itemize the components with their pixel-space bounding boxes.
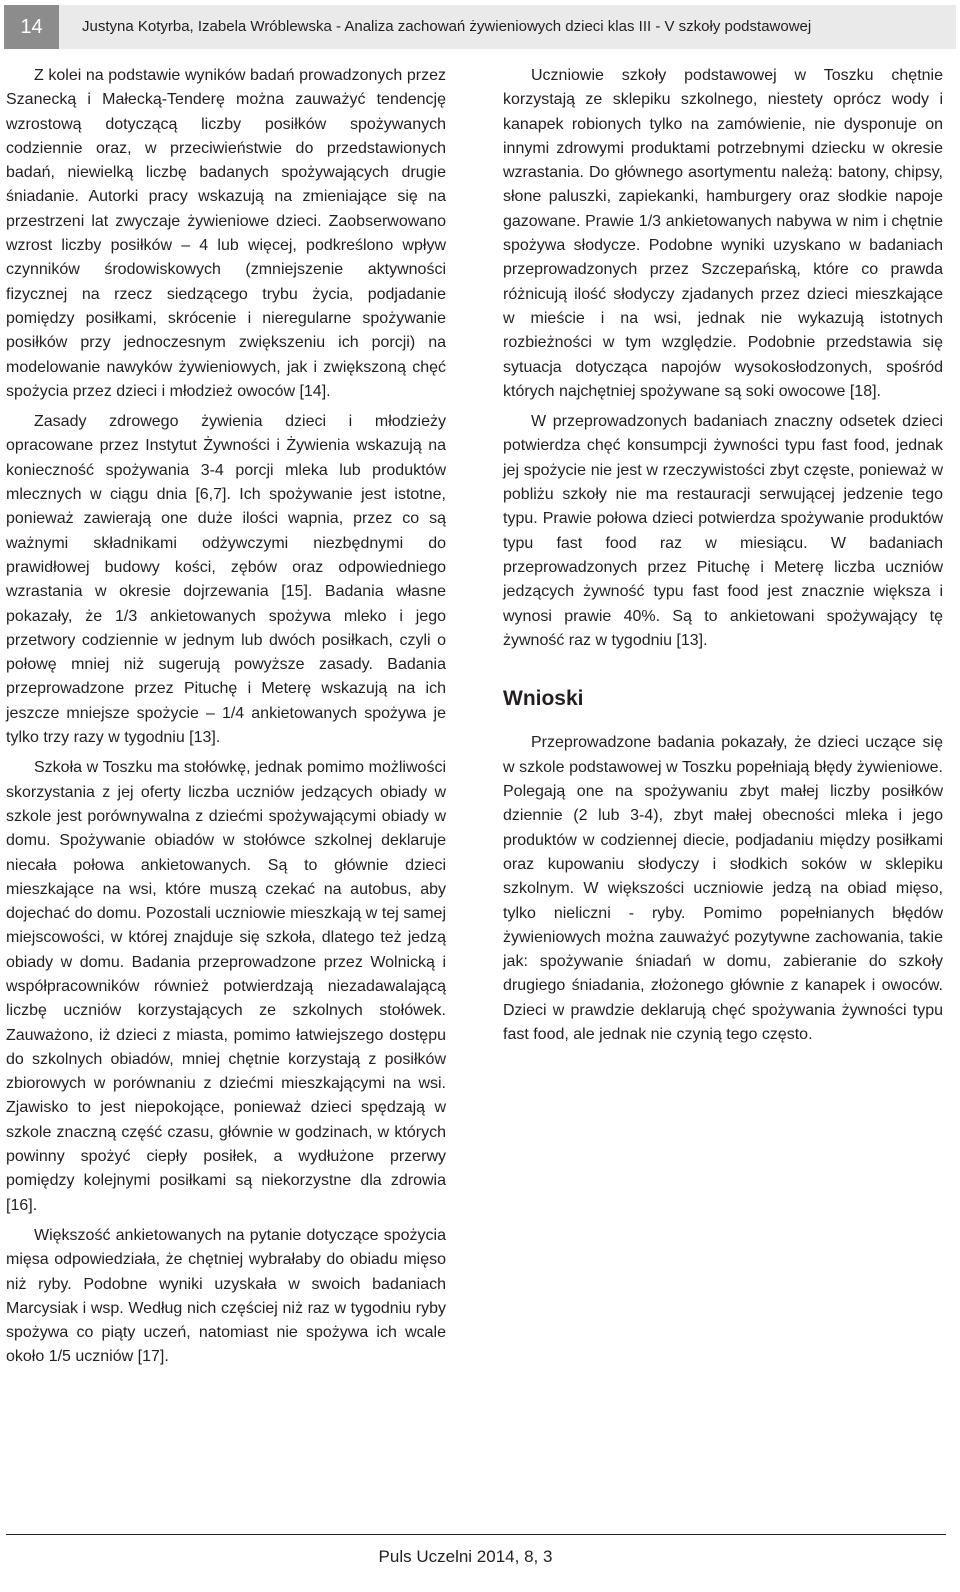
body-paragraph: Szkoła w Toszku ma stołówkę, jednak pomimo możliwości skorzystania z jej oferty liczba uczniów jedzących obiady w szkole jest porównywalna z dziećmi spożywającymi obiady w domu. Spożywanie obiadów w stołówce szkolnej deklaruje niecała połowa ankietowanych. Są to głównie dzieci mieszkające na wsi, które muszą czekać na autobus, aby dojechać do domu. Pozostali uczniowie mieszkają w tej samej miejscowości, w której znajduje się szkoła, dlatego też jedzą obiady w domu. Badania przeprowadzone przez Wolnicką i współpracowników również potwierdzają niezadawalającą liczbę uczniów korzystających ze szkolnych stołówek. Zauważono, iż dzieci z miasta, pomimo łatwiejszego dostępu do szkolnych obiadów, mniej chętnie korzystają z posiłków zbiorowych w porównaniu z dziećmi mieszkającymi na wsi. Zjawisko to jest niepokojące, ponieważ dzieci spędzają w szkole znaczną część czasu, głównie w godzinach, w których powinny spożyć ciepły posiłek, a wydłużone przerwy pomiędzy kolejnymi posiłkami są niekorzystne dla zdrowia [16]. bbox=[6, 759, 446, 1214]
body-paragraph: Uczniowie szkoły podstawowej w Toszku chętnie korzystają ze sklepiku szkolnego, niestety oprócz wody i kanapek robionych tylko na zamówienie, nie dysponuje on innymi zdrowymi produktami potrzebnymi dziecku w okresie wzrastania. Do głównego asortymentu należą: batony, chipsy, słone paluszki, zapiekanki, hamburgery oraz słodkie napoje gazowane. Prawie 1/3 ankietowanych nabywa w nim i chętnie spożywa słodycze. Podobne wyniki uzyskano w badaniach przeprowadzonych przez Szczepańską, które co prawda różnicują ilość słodyczy zjadanych przez dzieci mieszkające w mieście i na wsi, jednak nie wykazują istotnych rozbieżności w tym względzie. Podobnie przedstawia się sytuacja dotycząca napojów wysokosłodzonych, spośród których najchętniej spożywane są soki owocowe [18]. bbox=[503, 67, 943, 400]
page-number: 14 bbox=[4, 5, 59, 49]
running-header bbox=[4, 5, 956, 49]
body-paragraph: Większość ankietowanych na pytanie dotyczące spożycia mięsa odpowiedziała, że chętniej wybrałaby do obiadu mięso niż ryby. Podobne wyniki uzyskała w swoich badaniach Marcysiak i wsp. Według nich częściej niż raz w tygodniu ryby spożywa co piąty uczeń, natomiast nie spożywa ich wcale około 1/5 uczniów [17]. bbox=[6, 1226, 446, 1366]
footer-divider bbox=[6, 1534, 946, 1535]
left-column bbox=[6, 64, 446, 1376]
conclusions-paragraph: Przeprowadzone badania pokazały, że dzieci uczące się w szkole podstawowej w Toszku popełniają błędy żywieniowe. Polegają one na spożywaniu zbyt małej liczby posiłków dziennie (2 lub 3-4), zbyt małej obecności mleka i jego produktów w codziennej diecie, podjadaniu między posiłkami oraz kupowaniu słodyczy i słodkich soków w sklepiku szkolnym. W większości uczniowie jedzą na obiad mięso, tylko nieliczni - ryby. Pomimo popełnianych błędów żywieniowych można zauważyć pozytywne zachowania, takie jak: spożywanie śniadań w domu, zabieranie do szkoły drugiego śniadania, złożonego głównie z kanapek i owoców. Dzieci w prawdzie deklarują chęć spożywania żywności typu fast food, ale jednak nie czynią tego często. bbox=[503, 734, 943, 1043]
footer bbox=[0, 1547, 945, 1567]
journal-citation: Puls Uczelni 2014, 8, 3 bbox=[378, 1547, 553, 1566]
right-column bbox=[503, 64, 943, 1053]
body-paragraph: W przeprowadzonych badaniach znaczny odsetek dzieci potwierdza chęć konsumpcji żywności typu fast food, jednak jej spożycie nie jest w rzeczywistości zbyt częste, ponieważ w pobliżu szkoły nie ma restauracji serwującej jedzenie tego typu. Prawie połowa dzieci potwierdza spożywanie produktów typu fast food raz w miesiącu. W badaniach przeprowadzonych przez Pituchę i Meterę liczba uczniów jedzących żywność typu fast food jest znacznie większa i wynosi prawie 40%. Są to ankietowani spożywający tę żywność raz w tygodniu [13]. bbox=[503, 413, 943, 649]
body-paragraph: Z kolei na podstawie wyników badań prowadzonych przez Szanecką i Małecką-Tenderę można zauważyć tendencję wzrostową dotyczącą liczby posiłków spożywanych codziennie oraz, w przeciwieństwie do przedstawionych badań, niewielką liczbę badanych spożywających drugie śniadanie. Autorki pracy wskazują na zmieniające się na przestrzeni lat zwyczaje żywieniowe dzieci. Zaobserwowano wzrost liczby posiłków – 4 lub więcej, podkreślono wpływ czynników środowiskowych (zmniejszenie aktywności fizycznej na rzecz siedzącego trybu życia, podjadanie pomiędzy posiłkami, skrócenie i nieregularne spożywanie posiłków przy jednoczesnym zwiększeniu ich porcji) na modelowanie nawyków żywieniowych, jak i zwiększoną chęć spożycia przez dzieci i młodzież owoców [14]. bbox=[6, 67, 446, 400]
body-paragraph: Zasady zdrowego żywienia dzieci i młodzieży opracowane przez Instytut Żywności i Żywienia wskazują na konieczność spożywania 3-4 porcji mleka lub produktów mlecznych w ciągu dnia [6,7]. Ich spożywanie jest istotne, ponieważ zawierają one duże ilości wapnia, przez co są ważnymi składnikami odżywczymi niezbędnymi do prawidłowej budowy kości, zębów oraz odpowiedniego wzrastania w okresie dojrzewania [15]. Badania własne pokazały, że 1/3 ankietowanych spożywa mleko i jego przetwory codziennie w jednym lub dwóch posiłkach, czyli o połowę mniej niż sugerują powyższe zasady. Badania przeprowadzone przez Pituchę i Meterę wskazują na ich jeszcze mniejsze spożycie – 1/4 ankietowanych spożywa je tylko trzy razy w tygodniu [13]. bbox=[6, 413, 446, 747]
section-heading-conclusions: Wnioski bbox=[503, 687, 584, 711]
running-title: Justyna Kotyrba, Izabela Wróblewska - Analiza zachowań żywieniowych dzieci klas III - V szkoły podstawowej bbox=[82, 18, 812, 35]
